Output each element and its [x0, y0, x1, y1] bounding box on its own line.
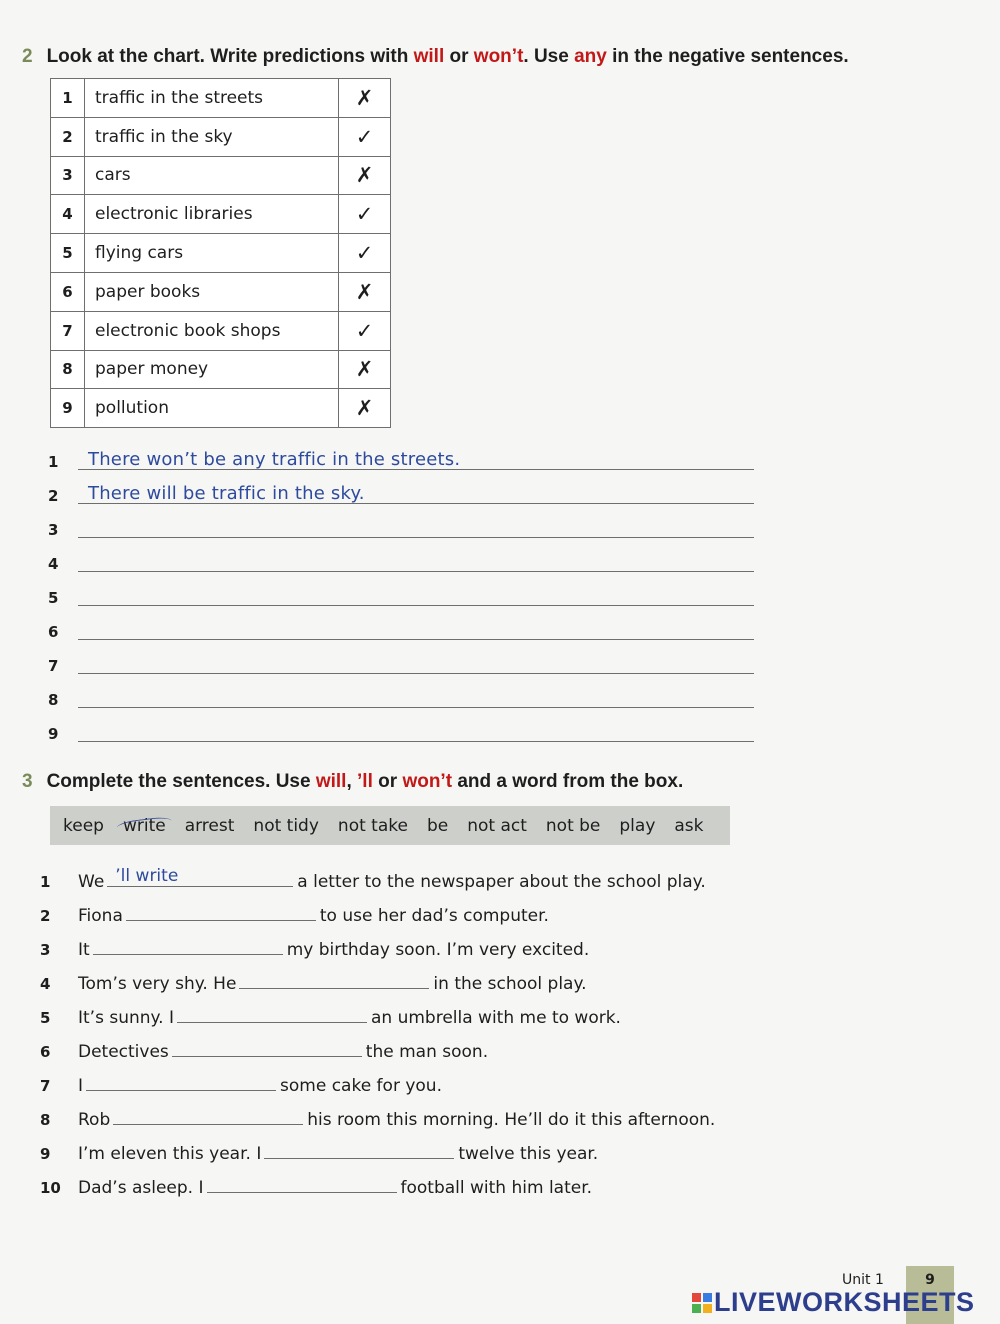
- answer-line-1[interactable]: 1 There won’t be any traffic in the streets.: [48, 440, 756, 472]
- chart-row: 3 cars ✗: [51, 156, 391, 195]
- word-box: [50, 806, 730, 845]
- sentence-9: 9 I’m eleven this year. I twelve this year.: [40, 1144, 599, 1164]
- word-box-item: play: [619, 815, 656, 836]
- gap-input[interactable]: [239, 972, 429, 989]
- sentence-10: 10 Dad’s asleep. I football with him later.: [40, 1178, 593, 1198]
- word-box-item: not tidy: [253, 815, 319, 836]
- exercise-2-heading: 2 Look at the chart. Write predictions with will or won’t. Use any in the negative sentences.: [22, 46, 849, 67]
- cross-icon: ✗: [339, 272, 391, 311]
- answer-line-3[interactable]: 3: [48, 508, 756, 540]
- unit-label: Unit 1: [842, 1272, 884, 1288]
- answer-line-9[interactable]: 9: [48, 712, 756, 744]
- gap-input[interactable]: [207, 1176, 397, 1193]
- logo-grid-icon: [692, 1293, 712, 1313]
- word-box-item: not act: [467, 815, 527, 836]
- sentence-4: 4 Tom’s very shy. He in the school play.: [40, 974, 587, 994]
- sentence-2: 2 Fiona to use her dad’s computer.: [40, 906, 549, 926]
- sentence-5: 5 It’s sunny. I an umbrella with me to work.: [40, 1008, 621, 1028]
- tick-icon: ✓: [339, 311, 391, 350]
- cross-icon: ✗: [339, 350, 391, 389]
- gap-input[interactable]: [93, 938, 283, 955]
- page-number: 9: [925, 1272, 935, 1288]
- cross-icon: ✗: [339, 79, 391, 118]
- answer-line-2[interactable]: 2 There will be traffic in the sky.: [48, 474, 756, 506]
- exercise-2-number: 2: [22, 46, 33, 67]
- answer-line-4[interactable]: 4: [48, 542, 756, 574]
- tick-icon: ✓: [339, 117, 391, 156]
- tick-icon: ✓: [339, 234, 391, 273]
- cross-icon: ✗: [339, 389, 391, 428]
- answer-text: There won’t be any traffic in the streets.: [88, 449, 461, 470]
- sentence-6: 6 Detectives the man soon.: [40, 1042, 489, 1062]
- chart-row: 7 electronic book shops ✓: [51, 311, 391, 350]
- gap-input[interactable]: [86, 1074, 276, 1091]
- exercise-3-heading: 3 Complete the sentences. Use will, ’ll or won’t and a word from the box.: [22, 771, 684, 792]
- word-box-item: ask: [674, 815, 704, 836]
- sentence-1: 1 We ’ll write a letter to the newspaper about the school play.: [40, 866, 706, 892]
- word-box-item: arrest: [184, 815, 235, 836]
- answer-line-6[interactable]: 6: [48, 610, 756, 642]
- gap-input[interactable]: [172, 1040, 362, 1057]
- chart-row: 2 traffic in the sky ✓: [51, 117, 391, 156]
- chart-row: 8 paper money ✗: [51, 350, 391, 389]
- chart-row: 1 traffic in the streets ✗: [51, 79, 391, 118]
- word-box-item: not take: [337, 815, 408, 836]
- word-box-item-used: write: [122, 815, 166, 836]
- gap-input[interactable]: [126, 904, 316, 921]
- brand-name: LIVEWORKSHEETS: [714, 1287, 975, 1317]
- gap-input[interactable]: ’ll write: [107, 870, 293, 887]
- sentence-7: 7 I some cake for you.: [40, 1076, 442, 1096]
- cross-icon: ✗: [339, 156, 391, 195]
- answer-line-8[interactable]: 8: [48, 678, 756, 710]
- answer-line-5[interactable]: 5: [48, 576, 756, 608]
- gap-input[interactable]: [113, 1108, 303, 1125]
- exercise-3-number: 3: [22, 771, 33, 792]
- liveworksheets-logo[interactable]: [692, 1287, 975, 1318]
- sentence-3: 3 It my birthday soon. I’m very excited.: [40, 940, 590, 960]
- answer-text: There will be traffic in the sky.: [88, 483, 365, 504]
- answer-line-7[interactable]: 7: [48, 644, 756, 676]
- chart-row: 6 paper books ✗: [51, 272, 391, 311]
- chart-row: 9 pollution ✗: [51, 389, 391, 428]
- tick-icon: ✓: [339, 195, 391, 234]
- word-box-item: keep: [63, 815, 104, 836]
- gap-input[interactable]: [177, 1006, 367, 1023]
- word-box-item: be: [426, 815, 449, 836]
- chart-row: 4 electronic libraries ✓: [51, 195, 391, 234]
- prediction-chart: [50, 78, 391, 428]
- sentence-8: 8 Rob his room this morning. He’ll do it this afternoon.: [40, 1110, 716, 1130]
- word-box-item: not be: [545, 815, 601, 836]
- chart-row: 5 flying cars ✓: [51, 234, 391, 273]
- gap-input[interactable]: [264, 1142, 454, 1159]
